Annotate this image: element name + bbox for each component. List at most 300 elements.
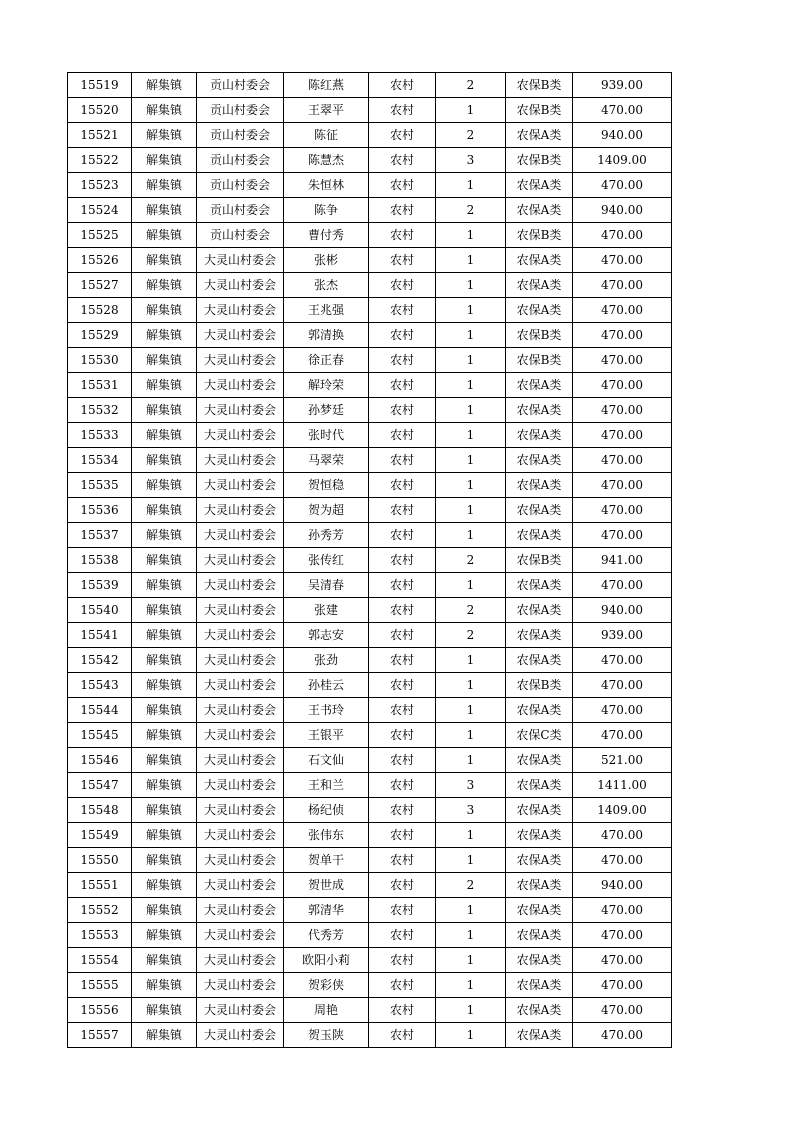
name-cell: 张传红 (284, 548, 369, 573)
area-type-cell: 农村 (369, 973, 436, 998)
village-committee-cell: 大灵山村委会 (197, 498, 284, 523)
table-row (68, 1023, 672, 1048)
amount-cell: 470.00 (573, 673, 672, 698)
village-committee-cell: 大灵山村委会 (197, 273, 284, 298)
name-cell: 孙梦廷 (284, 398, 369, 423)
insurance-category-cell: 农保A类 (506, 648, 573, 673)
name-cell: 陈征 (284, 123, 369, 148)
amount-cell: 470.00 (573, 373, 672, 398)
name-cell: 朱恒林 (284, 173, 369, 198)
table-row (68, 623, 672, 648)
table-row (68, 148, 672, 173)
record-id-cell: 15538 (68, 548, 132, 573)
area-type-cell: 农村 (369, 73, 436, 98)
record-id-cell: 15525 (68, 223, 132, 248)
town-cell: 解集镇 (132, 748, 197, 773)
table-row (68, 323, 672, 348)
insurance-category-cell: 农保A类 (506, 473, 573, 498)
area-type-cell: 农村 (369, 798, 436, 823)
name-cell: 吴清春 (284, 573, 369, 598)
amount-cell: 470.00 (573, 423, 672, 448)
village-committee-cell: 大灵山村委会 (197, 973, 284, 998)
amount-cell: 940.00 (573, 598, 672, 623)
area-type-cell: 农村 (369, 398, 436, 423)
household-count-cell: 1 (436, 223, 506, 248)
name-cell: 张建 (284, 598, 369, 623)
area-type-cell: 农村 (369, 823, 436, 848)
household-count-cell: 1 (436, 473, 506, 498)
household-count-cell: 3 (436, 148, 506, 173)
area-type-cell: 农村 (369, 848, 436, 873)
town-cell: 解集镇 (132, 573, 197, 598)
area-type-cell: 农村 (369, 873, 436, 898)
town-cell: 解集镇 (132, 873, 197, 898)
insurance-category-cell: 农保A类 (506, 423, 573, 448)
amount-cell: 1409.00 (573, 148, 672, 173)
area-type-cell: 农村 (369, 498, 436, 523)
town-cell: 解集镇 (132, 98, 197, 123)
amount-cell: 940.00 (573, 198, 672, 223)
record-id-cell: 15547 (68, 773, 132, 798)
name-cell: 王和兰 (284, 773, 369, 798)
household-count-cell: 3 (436, 773, 506, 798)
household-count-cell: 1 (436, 448, 506, 473)
name-cell: 杨纪侦 (284, 798, 369, 823)
village-committee-cell: 大灵山村委会 (197, 473, 284, 498)
insurance-category-cell: 农保A类 (506, 1023, 573, 1048)
name-cell: 陈红燕 (284, 73, 369, 98)
town-cell: 解集镇 (132, 998, 197, 1023)
name-cell: 贺玉陕 (284, 1023, 369, 1048)
town-cell: 解集镇 (132, 248, 197, 273)
area-type-cell: 农村 (369, 773, 436, 798)
insurance-category-cell: 农保A类 (506, 523, 573, 548)
town-cell: 解集镇 (132, 698, 197, 723)
table-body (68, 73, 672, 1048)
name-cell: 孙桂云 (284, 673, 369, 698)
household-count-cell: 1 (436, 98, 506, 123)
data-table (67, 72, 672, 1048)
insurance-category-cell: 农保A类 (506, 773, 573, 798)
amount-cell: 940.00 (573, 873, 672, 898)
village-committee-cell: 大灵山村委会 (197, 948, 284, 973)
town-cell: 解集镇 (132, 223, 197, 248)
village-committee-cell: 大灵山村委会 (197, 323, 284, 348)
town-cell: 解集镇 (132, 548, 197, 573)
name-cell: 张彬 (284, 248, 369, 273)
insurance-category-cell: 农保B类 (506, 148, 573, 173)
area-type-cell: 农村 (369, 123, 436, 148)
record-id-cell: 15530 (68, 348, 132, 373)
record-id-cell: 15540 (68, 598, 132, 623)
table-row (68, 198, 672, 223)
town-cell: 解集镇 (132, 948, 197, 973)
record-id-cell: 15546 (68, 748, 132, 773)
amount-cell: 470.00 (573, 448, 672, 473)
town-cell: 解集镇 (132, 648, 197, 673)
household-count-cell: 1 (436, 898, 506, 923)
name-cell: 贺世成 (284, 873, 369, 898)
village-committee-cell: 大灵山村委会 (197, 998, 284, 1023)
record-id-cell: 15550 (68, 848, 132, 873)
table-row (68, 723, 672, 748)
amount-cell: 470.00 (573, 848, 672, 873)
record-id-cell: 15552 (68, 898, 132, 923)
amount-cell: 470.00 (573, 973, 672, 998)
household-count-cell: 1 (436, 973, 506, 998)
table-row (68, 648, 672, 673)
name-cell: 周艳 (284, 998, 369, 1023)
amount-cell: 470.00 (573, 473, 672, 498)
insurance-category-cell: 农保B类 (506, 323, 573, 348)
name-cell: 徐正春 (284, 348, 369, 373)
name-cell: 张时代 (284, 423, 369, 448)
record-id-cell: 15544 (68, 698, 132, 723)
table-row (68, 848, 672, 873)
record-id-cell: 15529 (68, 323, 132, 348)
village-committee-cell: 贡山村委会 (197, 148, 284, 173)
area-type-cell: 农村 (369, 98, 436, 123)
area-type-cell: 农村 (369, 323, 436, 348)
area-type-cell: 农村 (369, 223, 436, 248)
town-cell: 解集镇 (132, 673, 197, 698)
area-type-cell: 农村 (369, 673, 436, 698)
town-cell: 解集镇 (132, 298, 197, 323)
village-committee-cell: 大灵山村委会 (197, 923, 284, 948)
amount-cell: 470.00 (573, 698, 672, 723)
town-cell: 解集镇 (132, 498, 197, 523)
record-id-cell: 15534 (68, 448, 132, 473)
town-cell: 解集镇 (132, 1023, 197, 1048)
village-committee-cell: 大灵山村委会 (197, 573, 284, 598)
area-type-cell: 农村 (369, 198, 436, 223)
town-cell: 解集镇 (132, 723, 197, 748)
town-cell: 解集镇 (132, 73, 197, 98)
record-id-cell: 15541 (68, 623, 132, 648)
insurance-category-cell: 农保A类 (506, 373, 573, 398)
village-committee-cell: 贡山村委会 (197, 198, 284, 223)
village-committee-cell: 大灵山村委会 (197, 598, 284, 623)
household-count-cell: 1 (436, 373, 506, 398)
household-count-cell: 1 (436, 423, 506, 448)
town-cell: 解集镇 (132, 173, 197, 198)
household-count-cell: 1 (436, 1023, 506, 1048)
name-cell: 郭清换 (284, 323, 369, 348)
insurance-category-cell: 农保A类 (506, 598, 573, 623)
village-committee-cell: 大灵山村委会 (197, 448, 284, 473)
insurance-category-cell: 农保B类 (506, 348, 573, 373)
village-committee-cell: 大灵山村委会 (197, 698, 284, 723)
insurance-category-cell: 农保B类 (506, 673, 573, 698)
insurance-category-cell: 农保A类 (506, 873, 573, 898)
record-id-cell: 15545 (68, 723, 132, 748)
table-row (68, 273, 672, 298)
record-id-cell: 15526 (68, 248, 132, 273)
household-count-cell: 2 (436, 598, 506, 623)
insurance-category-cell: 农保A类 (506, 923, 573, 948)
table-row (68, 798, 672, 823)
name-cell: 贺为超 (284, 498, 369, 523)
name-cell: 欧阳小莉 (284, 948, 369, 973)
village-committee-cell: 大灵山村委会 (197, 398, 284, 423)
table-row (68, 223, 672, 248)
insurance-category-cell: 农保A类 (506, 298, 573, 323)
table-row (68, 748, 672, 773)
household-count-cell: 1 (436, 323, 506, 348)
village-committee-cell: 贡山村委会 (197, 73, 284, 98)
area-type-cell: 农村 (369, 148, 436, 173)
village-committee-cell: 大灵山村委会 (197, 673, 284, 698)
table-row (68, 348, 672, 373)
table-row (68, 948, 672, 973)
household-count-cell: 1 (436, 698, 506, 723)
name-cell: 马翠荣 (284, 448, 369, 473)
amount-cell: 470.00 (573, 273, 672, 298)
town-cell: 解集镇 (132, 323, 197, 348)
insurance-category-cell: 农保A类 (506, 823, 573, 848)
area-type-cell: 农村 (369, 898, 436, 923)
table-row (68, 973, 672, 998)
name-cell: 贺彩侠 (284, 973, 369, 998)
table-row (68, 673, 672, 698)
record-id-cell: 15555 (68, 973, 132, 998)
table-row (68, 448, 672, 473)
area-type-cell: 农村 (369, 923, 436, 948)
name-cell: 代秀芳 (284, 923, 369, 948)
amount-cell: 470.00 (573, 948, 672, 973)
table-row (68, 73, 672, 98)
household-count-cell: 1 (436, 298, 506, 323)
amount-cell: 470.00 (573, 248, 672, 273)
area-type-cell: 农村 (369, 373, 436, 398)
insurance-category-cell: 农保A类 (506, 248, 573, 273)
table-row (68, 573, 672, 598)
village-committee-cell: 大灵山村委会 (197, 823, 284, 848)
village-committee-cell: 大灵山村委会 (197, 548, 284, 573)
area-type-cell: 农村 (369, 723, 436, 748)
table-row (68, 548, 672, 573)
name-cell: 石文仙 (284, 748, 369, 773)
household-count-cell: 1 (436, 498, 506, 523)
insurance-category-cell: 农保C类 (506, 723, 573, 748)
household-count-cell: 1 (436, 748, 506, 773)
household-count-cell: 1 (436, 723, 506, 748)
area-type-cell: 农村 (369, 648, 436, 673)
insurance-category-cell: 农保A类 (506, 448, 573, 473)
name-cell: 陈争 (284, 198, 369, 223)
town-cell: 解集镇 (132, 473, 197, 498)
record-id-cell: 15535 (68, 473, 132, 498)
amount-cell: 470.00 (573, 223, 672, 248)
town-cell: 解集镇 (132, 273, 197, 298)
table-row (68, 248, 672, 273)
town-cell: 解集镇 (132, 448, 197, 473)
record-id-cell: 15543 (68, 673, 132, 698)
town-cell: 解集镇 (132, 123, 197, 148)
table-row (68, 523, 672, 548)
table-row (68, 123, 672, 148)
table-row (68, 298, 672, 323)
insurance-category-cell: 农保A类 (506, 998, 573, 1023)
household-count-cell: 1 (436, 823, 506, 848)
village-committee-cell: 大灵山村委会 (197, 748, 284, 773)
record-id-cell: 15556 (68, 998, 132, 1023)
village-committee-cell: 大灵山村委会 (197, 1023, 284, 1048)
record-id-cell: 15532 (68, 398, 132, 423)
amount-cell: 470.00 (573, 998, 672, 1023)
amount-cell: 470.00 (573, 823, 672, 848)
record-id-cell: 15551 (68, 873, 132, 898)
village-committee-cell: 大灵山村委会 (197, 648, 284, 673)
name-cell: 张伟东 (284, 823, 369, 848)
record-id-cell: 15522 (68, 148, 132, 173)
table-row (68, 898, 672, 923)
village-committee-cell: 大灵山村委会 (197, 898, 284, 923)
household-count-cell: 2 (436, 623, 506, 648)
amount-cell: 470.00 (573, 898, 672, 923)
household-count-cell: 2 (436, 873, 506, 898)
household-count-cell: 1 (436, 248, 506, 273)
village-committee-cell: 大灵山村委会 (197, 298, 284, 323)
insurance-category-cell: 农保B类 (506, 223, 573, 248)
name-cell: 贺单干 (284, 848, 369, 873)
town-cell: 解集镇 (132, 198, 197, 223)
village-committee-cell: 贡山村委会 (197, 173, 284, 198)
village-committee-cell: 贡山村委会 (197, 123, 284, 148)
household-count-cell: 2 (436, 548, 506, 573)
record-id-cell: 15528 (68, 298, 132, 323)
household-count-cell: 1 (436, 648, 506, 673)
village-committee-cell: 大灵山村委会 (197, 798, 284, 823)
household-count-cell: 1 (436, 398, 506, 423)
insurance-category-cell: 农保A类 (506, 573, 573, 598)
record-id-cell: 15539 (68, 573, 132, 598)
village-committee-cell: 大灵山村委会 (197, 848, 284, 873)
area-type-cell: 农村 (369, 573, 436, 598)
amount-cell: 939.00 (573, 73, 672, 98)
table-row (68, 598, 672, 623)
record-id-cell: 15533 (68, 423, 132, 448)
area-type-cell: 农村 (369, 548, 436, 573)
household-count-cell: 1 (436, 673, 506, 698)
household-count-cell: 1 (436, 173, 506, 198)
town-cell: 解集镇 (132, 423, 197, 448)
insurance-category-cell: 农保A类 (506, 898, 573, 923)
amount-cell: 941.00 (573, 548, 672, 573)
village-committee-cell: 大灵山村委会 (197, 373, 284, 398)
insurance-category-cell: 农保A类 (506, 498, 573, 523)
insurance-category-cell: 农保A类 (506, 623, 573, 648)
record-id-cell: 15521 (68, 123, 132, 148)
town-cell: 解集镇 (132, 148, 197, 173)
household-count-cell: 1 (436, 573, 506, 598)
household-count-cell: 3 (436, 798, 506, 823)
amount-cell: 470.00 (573, 648, 672, 673)
name-cell: 郭清华 (284, 898, 369, 923)
village-committee-cell: 贡山村委会 (197, 98, 284, 123)
amount-cell: 470.00 (573, 348, 672, 373)
insurance-category-cell: 农保A类 (506, 848, 573, 873)
amount-cell: 470.00 (573, 398, 672, 423)
area-type-cell: 农村 (369, 298, 436, 323)
town-cell: 解集镇 (132, 523, 197, 548)
village-committee-cell: 大灵山村委会 (197, 248, 284, 273)
name-cell: 陈慧杰 (284, 148, 369, 173)
insurance-category-cell: 农保A类 (506, 273, 573, 298)
name-cell: 王银平 (284, 723, 369, 748)
table-row (68, 473, 672, 498)
name-cell: 张杰 (284, 273, 369, 298)
village-committee-cell: 大灵山村委会 (197, 773, 284, 798)
insurance-category-cell: 农保A类 (506, 198, 573, 223)
record-id-cell: 15527 (68, 273, 132, 298)
name-cell: 曹付秀 (284, 223, 369, 248)
town-cell: 解集镇 (132, 798, 197, 823)
table-row (68, 423, 672, 448)
area-type-cell: 农村 (369, 698, 436, 723)
area-type-cell: 农村 (369, 998, 436, 1023)
name-cell: 贺恒稳 (284, 473, 369, 498)
town-cell: 解集镇 (132, 598, 197, 623)
household-count-cell: 1 (436, 848, 506, 873)
amount-cell: 470.00 (573, 723, 672, 748)
village-committee-cell: 大灵山村委会 (197, 423, 284, 448)
name-cell: 张劲 (284, 648, 369, 673)
table-row (68, 98, 672, 123)
table-row (68, 998, 672, 1023)
name-cell: 王翠平 (284, 98, 369, 123)
record-id-cell: 15553 (68, 923, 132, 948)
household-count-cell: 2 (436, 123, 506, 148)
area-type-cell: 农村 (369, 448, 436, 473)
name-cell: 王兆强 (284, 298, 369, 323)
amount-cell: 1409.00 (573, 798, 672, 823)
insurance-category-cell: 农保A类 (506, 798, 573, 823)
name-cell: 解玲荣 (284, 373, 369, 398)
table-row (68, 373, 672, 398)
village-committee-cell: 大灵山村委会 (197, 723, 284, 748)
area-type-cell: 农村 (369, 348, 436, 373)
record-id-cell: 15548 (68, 798, 132, 823)
table-row (68, 498, 672, 523)
village-committee-cell: 大灵山村委会 (197, 523, 284, 548)
town-cell: 解集镇 (132, 623, 197, 648)
record-id-cell: 15542 (68, 648, 132, 673)
area-type-cell: 农村 (369, 1023, 436, 1048)
record-id-cell: 15557 (68, 1023, 132, 1048)
record-id-cell: 15520 (68, 98, 132, 123)
area-type-cell: 农村 (369, 748, 436, 773)
household-count-cell: 1 (436, 998, 506, 1023)
table-row (68, 698, 672, 723)
town-cell: 解集镇 (132, 773, 197, 798)
amount-cell: 470.00 (573, 298, 672, 323)
insurance-category-cell: 农保A类 (506, 173, 573, 198)
amount-cell: 521.00 (573, 748, 672, 773)
amount-cell: 470.00 (573, 923, 672, 948)
town-cell: 解集镇 (132, 348, 197, 373)
table-row (68, 773, 672, 798)
insurance-category-cell: 农保A类 (506, 748, 573, 773)
record-id-cell: 15531 (68, 373, 132, 398)
amount-cell: 470.00 (573, 523, 672, 548)
household-count-cell: 1 (436, 523, 506, 548)
insurance-category-cell: 农保B类 (506, 98, 573, 123)
area-type-cell: 农村 (369, 248, 436, 273)
table-row (68, 173, 672, 198)
area-type-cell: 农村 (369, 423, 436, 448)
household-count-cell: 1 (436, 923, 506, 948)
